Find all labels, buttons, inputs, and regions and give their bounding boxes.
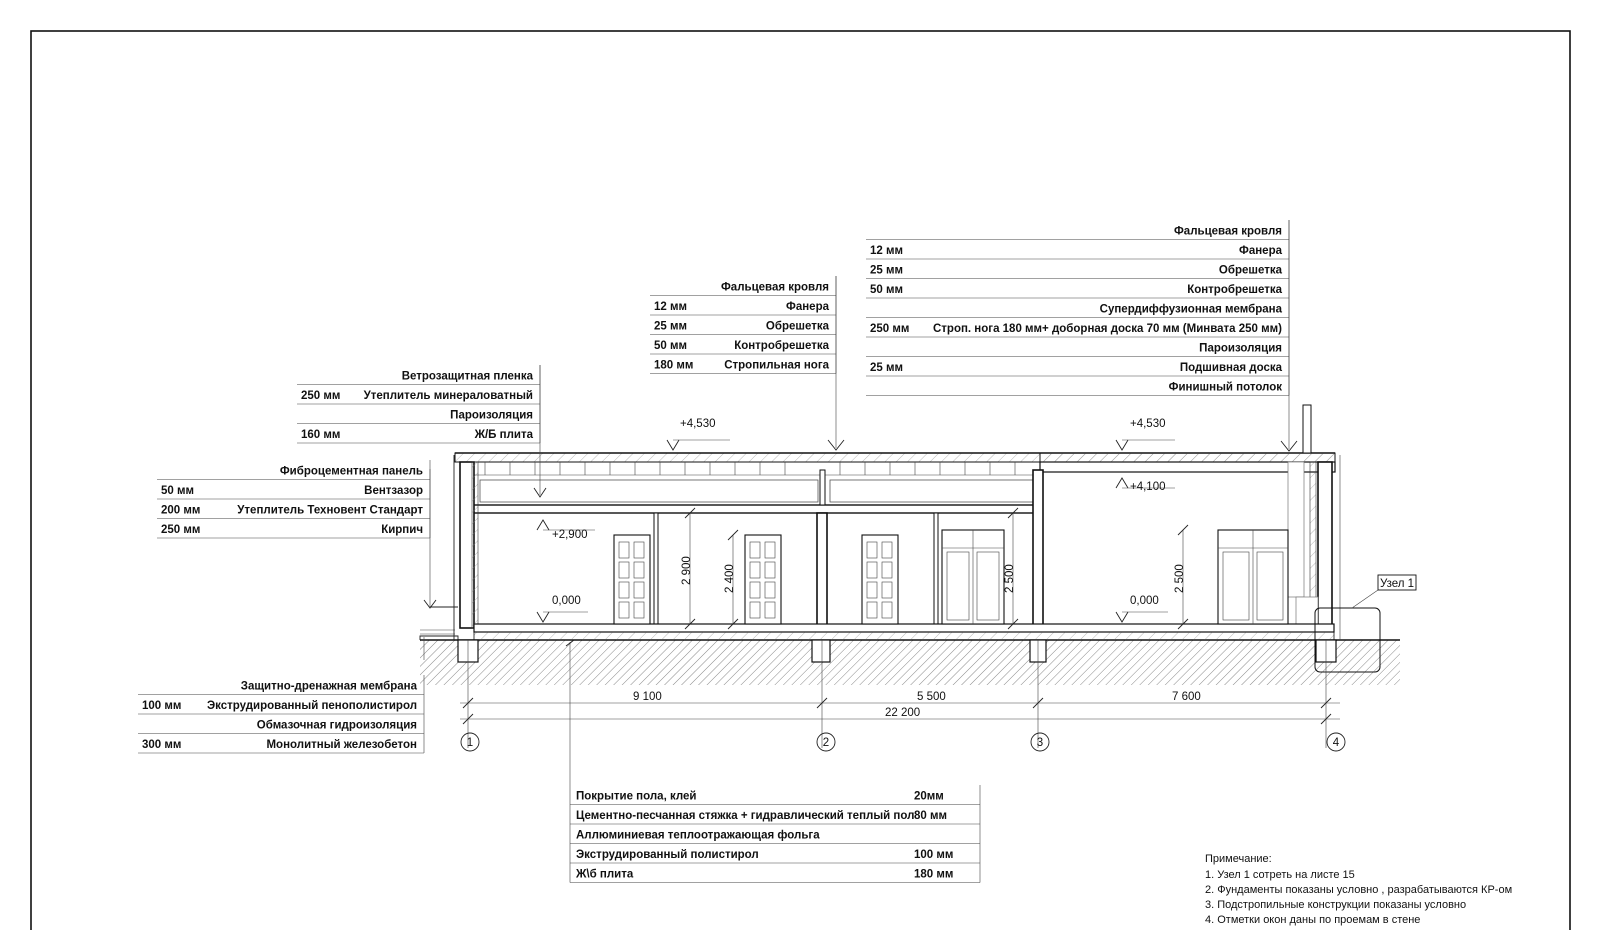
axis-markers bbox=[461, 733, 1345, 751]
layer-name: Фанера bbox=[786, 301, 829, 313]
layer-name: Пароизоляция bbox=[1199, 342, 1282, 355]
layer-name: Утеплитель Техновент Стандарт bbox=[237, 504, 423, 517]
layer-name: Обрешетка bbox=[765, 320, 829, 333]
layer-name: Цементно-песчанная стяжка + гидравлический теплый пол bbox=[576, 810, 915, 822]
layer-name: Фальцевая кровля bbox=[1173, 225, 1282, 238]
height-2500b: 2 500 bbox=[1174, 564, 1186, 593]
axis-label-4: 4 bbox=[1332, 737, 1340, 749]
foundation-stack bbox=[138, 675, 424, 753]
layer-name: Кирпич bbox=[381, 524, 423, 536]
wall-axis-3 bbox=[1033, 470, 1043, 628]
layer-name: Стропильная нога bbox=[724, 359, 829, 372]
layer-name: Аллюминиевая теплоотражающая фольга bbox=[576, 829, 820, 842]
note-item-1: 1. Узел 1 сотреть на листе 15 bbox=[1205, 869, 1355, 881]
elev-floor-left: 0,000 bbox=[552, 595, 581, 607]
layer-thickness: 25 мм bbox=[870, 264, 904, 277]
layer-name: Ветрозащитная пленка bbox=[401, 370, 533, 383]
layer-name: Защитно-дренажная мембрана bbox=[240, 680, 417, 693]
layer-thickness: 100 мм bbox=[142, 700, 182, 712]
height-2400: 2 400 bbox=[724, 564, 736, 593]
door-2 bbox=[745, 535, 781, 624]
glazed-door-1 bbox=[942, 530, 1004, 624]
layer-name: Финишный потолок bbox=[1168, 381, 1282, 394]
layer-thickness: 50 мм bbox=[870, 284, 904, 296]
layer-name: Контробрешетка bbox=[734, 340, 829, 352]
layer-thickness: 25 мм bbox=[870, 362, 904, 374]
layer-thickness: 250 мм bbox=[301, 390, 341, 402]
layer-name: Монолитный железобетон bbox=[266, 739, 417, 751]
flat-roof-stack bbox=[297, 365, 540, 443]
axis-label-2: 2 bbox=[822, 737, 830, 749]
layer-thickness: 12 мм bbox=[870, 245, 904, 257]
dim-total: 22 200 bbox=[885, 707, 921, 719]
door-1 bbox=[614, 535, 650, 624]
node-label: Узел 1 bbox=[1379, 578, 1415, 590]
dim-span-1-2: 9 100 bbox=[633, 691, 662, 703]
layer-thickness: 300 мм bbox=[142, 739, 182, 751]
layer-thickness: 50 мм bbox=[654, 340, 688, 352]
layer-thickness: 80 мм bbox=[914, 810, 948, 822]
elev-ceiling-right: +4,100 bbox=[1130, 481, 1166, 493]
layer-name: Ж\б плита bbox=[576, 868, 634, 881]
layer-thickness: 100 мм bbox=[914, 849, 954, 861]
dim-span-2-3: 5 500 bbox=[917, 691, 946, 703]
layer-name: Строп. нога 180 мм+ доборная доска 70 мм (Минвата 250 мм) bbox=[932, 323, 1282, 335]
layer-thickness: 50 мм bbox=[161, 485, 195, 497]
layer-name: Утеплитель минераловатный bbox=[363, 390, 533, 402]
axis-label-1: 1 bbox=[466, 737, 474, 749]
layer-thickness: 20мм bbox=[914, 790, 944, 803]
axis-labels bbox=[467, 737, 1340, 749]
layer-name: Пароизоляция bbox=[450, 409, 533, 422]
elev-floor-right: 0,000 bbox=[1130, 595, 1159, 607]
foundation-2 bbox=[812, 640, 830, 662]
axis-label-3: 3 bbox=[1036, 737, 1044, 749]
door-3 bbox=[862, 535, 898, 624]
glazed-door-2 bbox=[1218, 530, 1288, 624]
note-item-2: 2. Фундаменты показаны условно , разрабатываются КР-ом bbox=[1205, 884, 1513, 896]
wall-axis-2 bbox=[817, 513, 827, 628]
rafters-left bbox=[485, 462, 1015, 475]
layer-name: Экструдированный пенополистирол bbox=[206, 700, 417, 712]
layer-name: Обрешетка bbox=[1218, 264, 1282, 277]
note-item-4: 4. Отметки окон даны по проемам в стене bbox=[1205, 914, 1421, 926]
layer-name: Фальцевая кровля bbox=[720, 281, 829, 294]
building bbox=[454, 405, 1416, 672]
layer-stacks bbox=[138, 220, 1289, 883]
dim-span-3-4: 7 600 bbox=[1172, 691, 1201, 703]
layer-thickness: 200 мм bbox=[161, 504, 201, 517]
layer-thickness: 25 мм bbox=[654, 320, 688, 333]
height-2500a: 2 500 bbox=[1004, 564, 1016, 593]
elev-roof-right: +4,530 bbox=[1130, 418, 1166, 430]
layer-thickness: 180 мм bbox=[654, 359, 694, 372]
height-2900: 2 900 bbox=[681, 556, 693, 585]
layer-name: Ж/Б плита bbox=[474, 429, 533, 441]
layer-name: Подшивная доска bbox=[1179, 362, 1282, 374]
layer-name: Вентзазор bbox=[364, 485, 423, 497]
wall-axis-4 bbox=[1318, 462, 1332, 628]
floor-stack bbox=[570, 785, 980, 883]
right-roof-stack bbox=[866, 220, 1289, 396]
layer-name: Фиброцементная панель bbox=[279, 465, 423, 478]
note-item-3: 3. Подстропильные конструкции показаны условно bbox=[1205, 899, 1467, 911]
elev-roof-left: +4,530 bbox=[680, 418, 716, 430]
layer-name: Обмазочная гидроизоляция bbox=[256, 719, 417, 732]
layer-thickness: 250 мм bbox=[870, 323, 910, 335]
left-wall-stack bbox=[157, 460, 430, 538]
mid-roof-stack bbox=[650, 276, 836, 374]
layer-thickness: 180 мм bbox=[914, 868, 954, 881]
notes-title: Примечание: bbox=[1205, 853, 1272, 865]
elev-ceiling-left: +2,900 bbox=[552, 529, 588, 541]
layer-name: Фанера bbox=[1239, 245, 1282, 257]
notes bbox=[1205, 853, 1512, 926]
layer-thickness: 250 мм bbox=[161, 524, 201, 536]
layer-name: Покрытие пола, клей bbox=[576, 790, 697, 803]
layer-thickness: 12 мм bbox=[654, 301, 688, 313]
layer-thickness: 160 мм bbox=[301, 429, 341, 441]
layer-name: Контробрешетка bbox=[1187, 284, 1282, 296]
layer-name: Супердиффузионная мембрана bbox=[1099, 303, 1282, 316]
layer-name: Экструдированный полистирол bbox=[576, 849, 759, 861]
dimension-labels bbox=[633, 691, 1201, 719]
